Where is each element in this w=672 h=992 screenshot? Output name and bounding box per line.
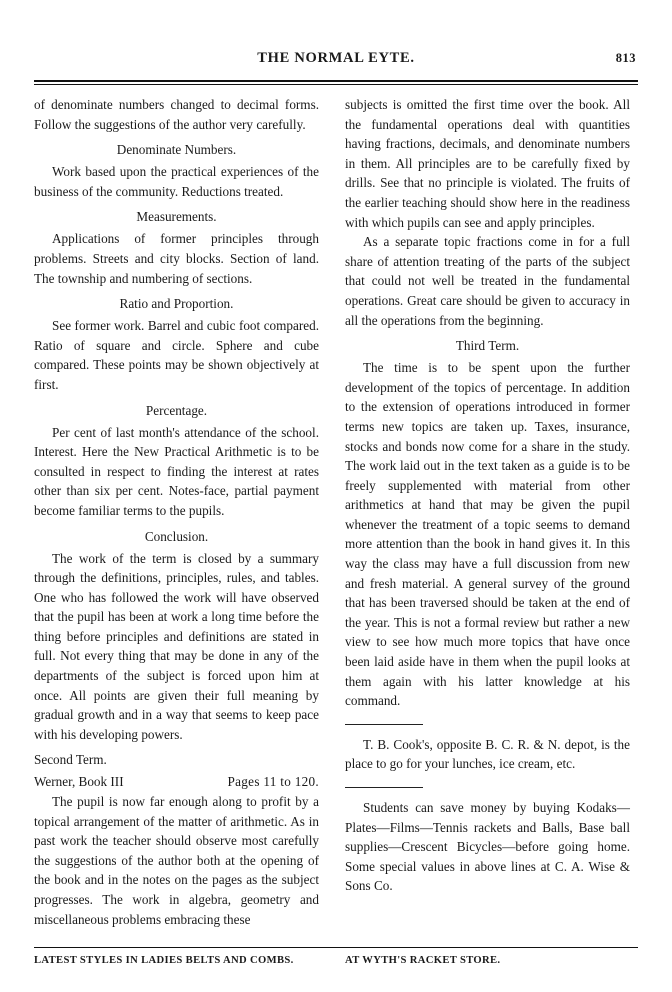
body-paragraph: subjects is omitted the first time over the book. All the fundamental operations deal with quantities having fractions, decimals, and denominate numbers in them. All principles are to be carefully fixed by drills. See that no principle is violated. The fruits of the earlier teaching should show here in the readiness with which pupils can see and apply principles. — [345, 97, 630, 230]
body-paragraph: Work based upon the practical experiences of the business of the community. Reductions treated. — [34, 164, 319, 199]
header-rule-thin — [34, 84, 638, 85]
footer-ad-right: AT WYTH'S RACKET STORE. — [345, 955, 501, 966]
advertisement-text: Students can save money by buying Kodaks—Plates—Films—Tennis rackets and Balls, Base ball supplies—Crescent Bicycles—before going home. Some special values in above lines at C. A. Wise & Sons Co. — [345, 800, 630, 894]
body-paragraph: The time is to be spent upon the further development of the topics of percentage. In addition to the extension of operations introduced in former terms new topics are taken up. Taxes, insurance, stocks and bonds now come for a share in the study. The work laid out in the text taken as a guide is to be freely supplemented with material from other arithmetics at hand that may be given the pupil whenever the treatment of a topic seems to demand more attention than the book in hand gives it. In this way the class may have a full discussion from new and fresh material. A general survey of the ground that has been traversed should be taken at the end of the year. This is not a formal review but rather a new view to see how much more topics that have once been laid aside have in them when the pupil looks at them again with his latter knowledge at his command. — [345, 360, 630, 709]
footer — [34, 955, 638, 966]
advertisement-text: T. B. Cook's, opposite B. C. R. & N. depot, is the place to go for your lunches, ice cream, etc. — [345, 736, 630, 772]
section-subheading: Measurements. — [136, 209, 217, 225]
body-paragraph: The pupil is now far enough along to profit by a topical arrangement of the matter of arithmetic. As in past work the teacher should observe most carefully the suggestions of the author both at the opening of the book and in the notes on the pages as the subject progresses. The work in algebra, geometry and miscellaneous problems embracing these — [34, 794, 319, 927]
right-column — [345, 95, 630, 925]
textbook-title: Werner, Book III — [34, 774, 124, 790]
header-rule-thick — [34, 80, 638, 82]
advertisement-separator — [345, 787, 423, 788]
column-container — [34, 95, 638, 925]
body-paragraph: of denominate numbers changed to decimal forms. Follow the suggestions of the author very carefully. — [34, 97, 319, 132]
section-subheading: Percentage. — [145, 402, 208, 418]
section-subheading: Ratio and Proportion. — [119, 296, 234, 312]
section-subheading: Second Term. — [34, 752, 107, 768]
body-paragraph: Applications of former principles through problems. Streets and city blocks. Section of land. The township and numbering of sections. — [34, 231, 319, 286]
section-subheading: Denominate Numbers. — [116, 142, 237, 158]
footer-rule — [34, 947, 638, 948]
textbook-pages: Pages 11 to 120. — [227, 774, 319, 790]
page-number: 813 — [615, 51, 636, 65]
body-paragraph: As a separate topic fractions come in for a full share of attention treating of the parts of the subject that could not well be treated in the fundamental operations. Great care should be given to accuracy in all the operations from the beginning. — [345, 234, 630, 328]
body-paragraph: The work of the term is closed by a summary through the definitions, principles, rules, and tables. One who has followed the work will have observed that the pupil has been at work a long time before the thing before principles and definitions are stated in full. Not every thing that may be done in any of the departments of the subject is forced upon him at once. All points are given their full meaning by gradual growth and in a way that seems to keep pace with his developing powers. — [34, 550, 319, 742]
advertisement-separator — [345, 724, 423, 725]
left-column — [34, 95, 319, 925]
body-paragraph: See former work. Barrel and cubic foot compared. Ratio of square and circle. Sphere and cube compared. These points may be shown objectively at first. — [34, 318, 319, 392]
textbook-reference-line — [34, 772, 319, 792]
body-paragraph: Per cent of last month's attendance of the school. Interest. Here the New Practical Arithmetic is to be consulted in respect to finding the interest at rates other than six per cent. Notes-face, partial payment become familiar terms to the pupils. — [34, 424, 319, 518]
section-subheading: Conclusion. — [144, 528, 209, 544]
masthead — [34, 44, 638, 74]
footer-ad-left: LATEST STYLES IN LADIES BELTS AND COMBS. — [34, 955, 294, 966]
publication-title: THE NORMAL EYTE. — [257, 50, 415, 66]
section-subheading: Third Term. — [455, 338, 520, 354]
